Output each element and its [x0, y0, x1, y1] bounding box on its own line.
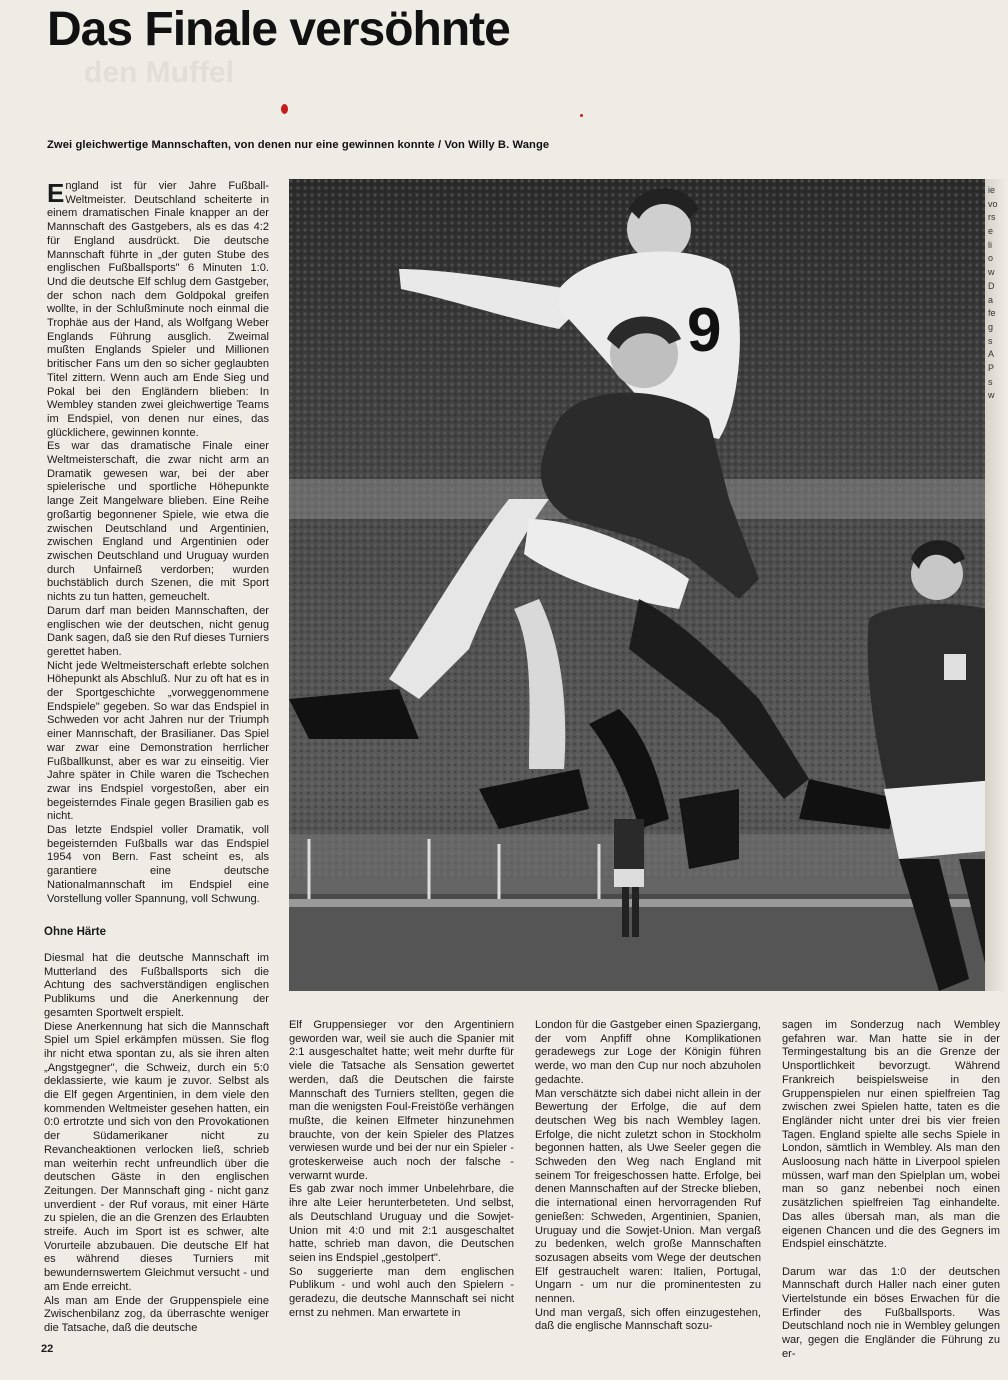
paragraph: Man verschätzte sich dabei nicht allein in der Bewertung der Erfolge, die auf dem deutschen Weg bis nach Wembley lagen. Erfolge, die nicht zuletzt schon in Stockholm begonnen hatten, als Uwe Seeler gegen die Schweden den Weg nach England mit seinem Tor freigeschossen hatte. Erfolge, bei denen Mannschaften auf der Strecke blieben, die international einen hervorragenden Ruf genießen: Schweden, Argentinien, Spanien, Uruguay und die Sowjet-Union. Man vergaß zu bedenken, welch große Mannschaften sozusagen abseits vom Wege der deutschen Elf gestrauchelt waren: Italien, Portugal, Ungarn - um nur die prominentesten zu nennen. [535, 1087, 761, 1306]
edge-fragment: ie [988, 185, 996, 195]
column-1-top [47, 180, 269, 906]
lead-text: ngland ist für vier Jahre Fußball-Weltmeister. Deutschland scheiterte in einem dramatischen Finale knapper an der Mannschaft des Gastgebers, als es das 4:2 für England ausdrückt. Die deutsche Mannschaft führte in „der guten Stube des englischen Fußballsports" 6 Minuten 1:0. Und die deutsche Elf schlug dem Gastgeber, der schon nach dem Goldpokal greifen wollte, in der Schlußminute noch einmal die Trophäe aus der Hand, als Wolfgang Weber Englands Führung ausglich. Zweimal mußten Englands Spieler und Millionen britischer Fans um den so sicher geglaubten Titel zittern. Wenn auch am Ende Sieg und Pokal bei den Engländern blieben: In Wembley standen zwei gleichwertige Teams im Endspiel, von denen nur eines, das glücklichere, gewinnen konnte. [47, 180, 269, 439]
paragraph: Das letzte Endspiel voller Dramatik, voll begeisternden Fußballs war das Endspiel 1954 von Bern. Fast scheint es, als garantiere eine deutsche Nationalmannschaft im Endspiel eine Vorstellung voller Spannung, voll Schwung. [47, 824, 269, 905]
paragraph: Es war das dramatische Finale einer Weltmeisterschaft, die zwar nicht arm an Dramatik gewesen war, bei der aber spielerische und sportliche Höhepunkte lange Zeit Mangelware blieben. Eine Reihe großartig begonnener Spiele, wie etwa die zwischen Deutschland und Argentinien, zwischen England und Argentinien oder zwischen Deutschland und Uruguay wurden durch Unfairneß verdorben; wurden buchstäblich durch Szenen, die mit Sport nichts zu tun hatten, gemeuchelt. [47, 440, 269, 604]
paragraph: London für die Gastgeber einen Spaziergang, der vom Anpfiff ohne Komplikationen geradewegs zur Loge der Königin führen werde, wo man den Cup nur noch abzuholen gedachte. [535, 1019, 761, 1086]
paragraph: Elf Gruppensieger vor den Argentiniern geworden war, weil sie auch die Spanier mit 2:1 ausgeschaltet hatte; weit mehr durfte für viele die Tatsache als Sensation gewertet werden, daß die Deutschen die fairste Mannschaft des Turniers stellten, gegen die man die wenigsten Foul-Freistöße verhängen mußte, die keinen Elfmeter hinzunehmen brauchte, von der kein Spieler des Platzes verwiesen wurde und bei der nur ein Spieler - groteskerweise auch noch der falsche - verwarnt wurde. [289, 1019, 514, 1182]
paragraph: Diese Anerkennung hat sich die Mannschaft Spiel um Spiel erkämpfen müssen. Sie flog ihr nicht etwa spontan zu, als sie ihren alten „Angstgegner", die Schweiz, durch ein 5:0 deklassierte, wie kaum je zuvor. Selbst als die Elf gegen Argentinien, in dem viele den kommenden Weltmeister gesehen hatten, ein 0:0 ertrotzte und sich von den Provokationen der Südamerikaner nicht zu Revancheaktionen verlocken ließ, schrieb man weiterhin recht unfreundlich über die deutschen Gäste in den englischen Zeitungen. Der Mannschaft ging - nicht ganz unverdient - der Ruf voraus, mit einer Härte zu spielen, die an die Grenzen des Erlaubten streife. Auch im Sport ist es schwer, alte Vorurteile abzubauen. Die deutsche Elf hat es während dieses Turniers mit bewundernswertem Gleichmut versucht - und am Ende erreicht. [44, 1020, 269, 1293]
ghost-show-through-text: den Muffel [84, 56, 234, 89]
facing-page-text-fragments [988, 184, 998, 403]
paragraph: Und man vergaß, sich offen einzugestehen, daß die englische Mannschaft sozu- [535, 1306, 761, 1333]
edge-fragment: g [988, 321, 994, 332]
article-headline: Das Finale versöhnte [47, 3, 510, 56]
edge-fragment: w [988, 390, 995, 401]
edge-fragment: A [988, 349, 995, 360]
paragraph: Darum war das 1:0 der deutschen Mannschaft durch Haller nach einer guten Viertelstunde ein böses Erwachen für die Erfinder des Fußballsports. Was Deutschland noch nie in Wembley gelungen war, gegen die Engländer die Führung zu er- [782, 1265, 1000, 1360]
lead-paragraph [47, 180, 269, 440]
edge-fragment: P [988, 362, 995, 373]
column-3 [535, 1019, 761, 1334]
edge-fragment: D [988, 280, 995, 291]
column-2 [289, 1019, 514, 1320]
column-4 [782, 1019, 1000, 1362]
paragraph: Es gab zwar noch immer Unbelehrbare, die ihre alte Leier herunterbeteten. Und selbst, als Deutschland Uruguay und die Sowjet-Union mit 4:0 und mit 2:1 ausgeschaltet hatte, schrieb man davon, die Deutschen seien ins Endspiel „gestolpert". [289, 1183, 514, 1264]
edge-fragment: a [988, 294, 994, 305]
paragraph: Als man am Ende der Gruppenspiele eine Zwischenbilanz zog, da überraschte weniger die Tatsache, daß die deutsche [44, 1294, 269, 1334]
edge-fragment: s [988, 376, 993, 387]
edge-fragment: rs [988, 212, 996, 223]
paragraph: Nicht jede Weltmeisterschaft erlebte solchen Höhepunkt als Abschluß. Nur zu oft hat es in der Sportgeschichte „vorweggenommene Endspiele" gegeben. So war das Endspiel in Schweden vor acht Jahren nur der Triumph einer Mannschaft, der Brasilianer. Das Spiel war zwar eine Demonstration herrlicher Fußballkunst, aber es war zu einseitig. Vier Jahre später in Chile waren die Tschechen zwar ins Endspiel vorgestoßen, aber ein begeisterndes Finale gegen Brasilien gab es nicht. [47, 659, 269, 823]
section-heading: Ohne Härte [44, 926, 106, 938]
page-number: 22 [41, 1343, 54, 1355]
drop-cap: E [47, 178, 65, 208]
jersey-number: 9 [687, 296, 722, 365]
paragraph: Darum darf man beiden Mannschaften, der englischen wie der deutschen, nicht genug Dank sagen, daß sie den Ruf dieses Turniers gerettet haben. [47, 604, 269, 658]
article-subtitle: Zwei gleichwertige Mannschaften, von denen nur eine gewinnen konnte / Von Willy B. Wange [47, 139, 550, 151]
paragraph: sagen im Sonderzug nach Wembley gefahren war. Man hatte sie in der Termingestaltung bis an die Grenze der Unsportlichkeit bevorzugt. Während Frankreich beispielsweise in den Gruppenspielen nur einen spielfreien Tag zwischen zwei Spielen hatte, taten es die Engländer nicht unter drei bis vier freien Tagen. England spielte alle sechs Spiele in London, sämtlich in Wembley. Als man den Ausloosung nach hätte in Liverpool spielen müssen, warf man den Spielplan um, wobei man so ganz nebenbei noch einen zusätzlichen spielfreien Tag einhandelte. Das alles übersah man, als man die eigenen Chancen und die des Gegners im Endspiel einschätzte. [782, 1019, 1000, 1251]
red-ink-dot [580, 114, 583, 117]
edge-fragment: fe [988, 308, 996, 319]
paragraph: Diesmal hat die deutsche Mannschaft im Mutterland des Fußballsports sich die Achtung des sachverständigen englischen Publikums und die Anerkennung der gesamten Sportwelt erspielt. [44, 952, 269, 1019]
edge-fragment: li [988, 239, 992, 250]
edge-fragment: o [988, 253, 994, 264]
red-ink-mark [281, 104, 288, 114]
edge-fragment: s [988, 335, 993, 346]
column-1-bottom [44, 952, 269, 1336]
edge-fragment: e [988, 226, 994, 237]
edge-fragment: w [988, 267, 995, 278]
paragraph: So suggerierte man dem englischen Publikum - und wohl auch den Spielern - geradezu, die deutsche Mannschaft sei nicht ernst zu nehmen. Man erwartete in [289, 1265, 514, 1319]
match-photograph [289, 179, 1008, 991]
edge-fragment: vo [988, 198, 998, 209]
